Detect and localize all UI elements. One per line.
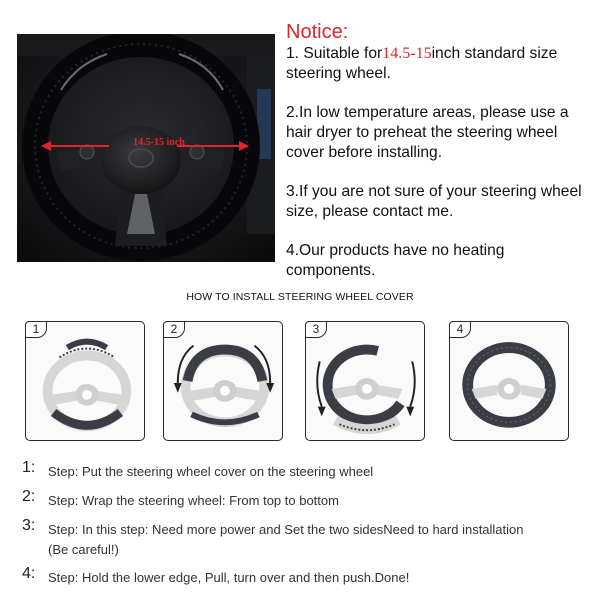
notice-box — [286, 20, 596, 300]
notice-title: Notice: — [286, 21, 349, 43]
step-3-text-note: (Be careful!) — [48, 542, 119, 557]
step-2-number: 2: — [22, 488, 36, 505]
step-2-text: Step: Wrap the steering wheel: From top to bottom — [48, 493, 339, 508]
install-step-4-illustration — [450, 322, 568, 440]
size-measure — [47, 138, 271, 152]
product-photo — [17, 34, 275, 262]
install-panel-4 — [449, 321, 569, 441]
panel-badge-2: 2 — [163, 321, 185, 338]
notice-item-3: 3.If you are not sure of your steering wheel size, please contact me. — [286, 183, 582, 220]
panel-badge-3: 3 — [305, 321, 327, 338]
step-4-number: 4: — [22, 565, 36, 582]
notice-item-1 — [286, 44, 596, 84]
notice-item-2: 2.In low temperature areas, please use a hair dryer to preheat the steering wheel cover before installing. — [286, 104, 569, 161]
step-1-number: 1: — [22, 459, 36, 476]
size-measure-label: 14.5-15 inch — [133, 137, 185, 148]
install-panel-1 — [25, 321, 145, 441]
step-3-number: 3: — [22, 517, 36, 534]
notice-item-1-size: 14.5-15 — [382, 45, 432, 62]
panel-badge-1: 1 — [25, 321, 47, 338]
install-step-1-illustration — [26, 322, 144, 440]
install-title: HOW TO INSTALL STEERING WHEEL COVER — [186, 291, 414, 303]
step-3-text: Step: In this step: Need more power and Set the two sidesNeed to hard installation — [48, 522, 524, 537]
step-1-text: Step: Put the steering wheel cover on the steering wheel — [48, 464, 374, 479]
install-step-2-illustration — [164, 322, 282, 440]
panel-badge-4: 4 — [449, 321, 471, 338]
notice-item-1-suffix: inch standard size steering wheel. — [286, 45, 558, 82]
install-step-3-illustration — [306, 322, 424, 440]
notice-item-1-prefix: 1. Suitable for — [286, 45, 383, 62]
install-panel-2 — [163, 321, 283, 441]
install-panel-3 — [305, 321, 425, 441]
step-4-text: Step: Hold the lower edge, Pull, turn over and then push.Done! — [48, 570, 410, 585]
notice-item-4: 4.Our products have no heating components. — [286, 242, 505, 279]
